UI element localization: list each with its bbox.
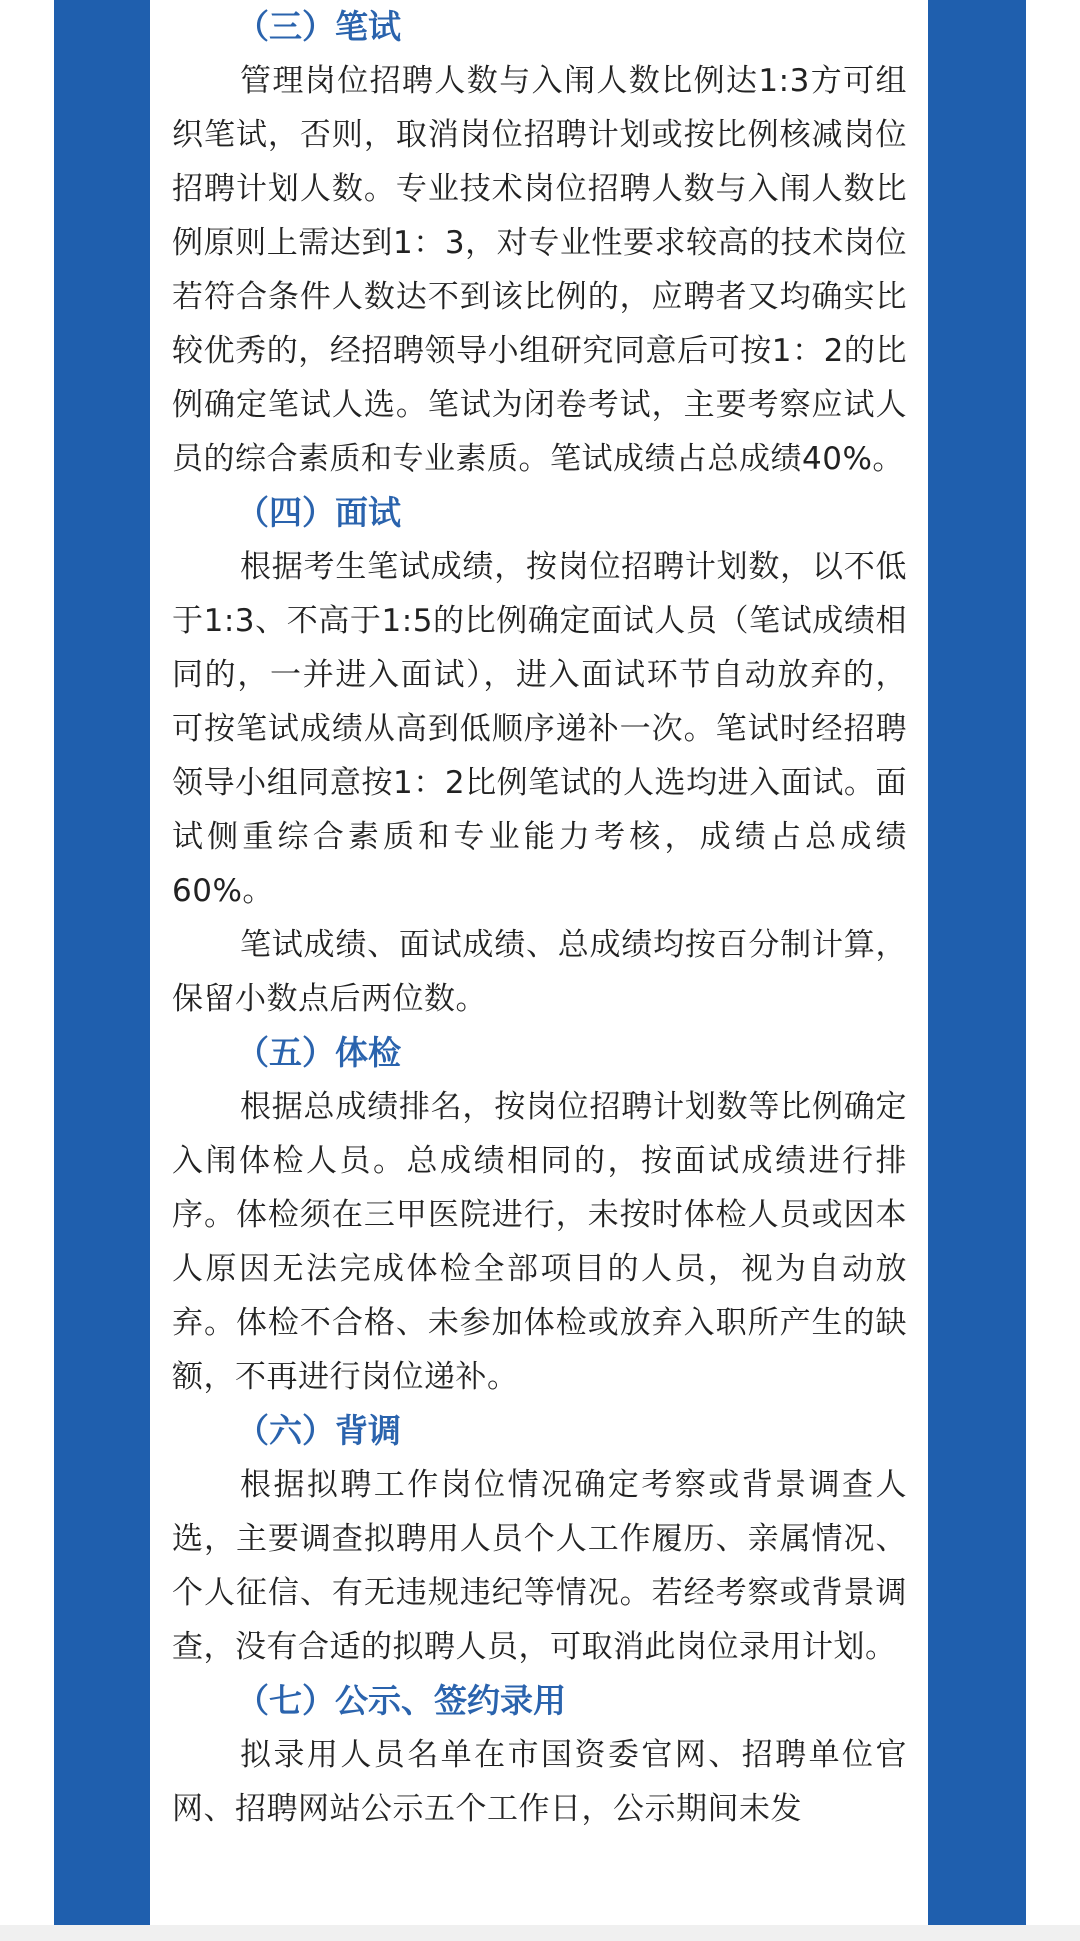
section-heading-written-exam: （三）笔试 <box>236 7 401 46</box>
section-heading-publicity-signing: （七）公示、签约录用 <box>236 1681 566 1720</box>
section-heading-medical-exam: （五）体检 <box>236 1033 401 1072</box>
section-heading-background-check: （六）背调 <box>236 1411 401 1450</box>
bottom-edge <box>0 1925 1080 1941</box>
section-heading-interview: （四）面试 <box>236 493 401 532</box>
paragraph: 根据总成绩排名，按岗位招聘计划数等比例确定入闱体检人员。总成绩相同的，按面试成绩进行排序。体检须在三甲医院进行，未按时体检人员或因本人原因无法完成体检全部项目的人员，视为自动放弃。体检不合格、未参加体检或放弃入职所产生的缺额，不再进行岗位递补。 <box>172 1089 907 1395</box>
paragraph: 笔试成绩、面试成绩、总成绩均按百分制计算，保留小数点后两位数。 <box>172 927 907 1017</box>
document-content[interactable] <box>172 0 907 1836</box>
paragraph: 根据拟聘工作岗位情况确定考察或背景调查人选，主要调查拟聘用人员个人工作履历、亲属情况、个人征信、有无违规违纪等情况。若经考察或背景调查，没有合适的拟聘人员，可取消此岗位录用计划。 <box>172 1467 907 1665</box>
paragraph: 拟录用人员名单在市国资委官网、招聘单位官网、招聘网站公示五个工作日，公示期间未发 <box>172 1737 907 1827</box>
document-page <box>150 0 928 1925</box>
paragraph: 管理岗位招聘人数与入闱人数比例达1:3方可组织笔试，否则，取消岗位招聘计划或按比例核减岗位招聘计划人数。专业技术岗位招聘人数与入闱人数比例原则上需达到1：3，对专业性要求较高的技术岗位若符合条件人数达不到该比例的，应聘者又均确实比较优秀的，经招聘领导小组研究同意后可按1：2的比例确定笔试人选。笔试为闭卷考试，主要考察应试人员的综合素质和专业素质。笔试成绩占总成绩40%。 <box>172 63 907 477</box>
paragraph: 根据考生笔试成绩，按岗位招聘计划数，以不低于1:3、不高于1:5的比例确定面试人员（笔试成绩相同的，一并进入面试），进入面试环节自动放弃的，可按笔试成绩从高到低顺序递补一次。笔试时经招聘领导小组同意按1：2比例笔试的人选均进入面试。面试侧重综合素质和专业能力考核，成绩占总成绩60%。 <box>172 549 907 909</box>
